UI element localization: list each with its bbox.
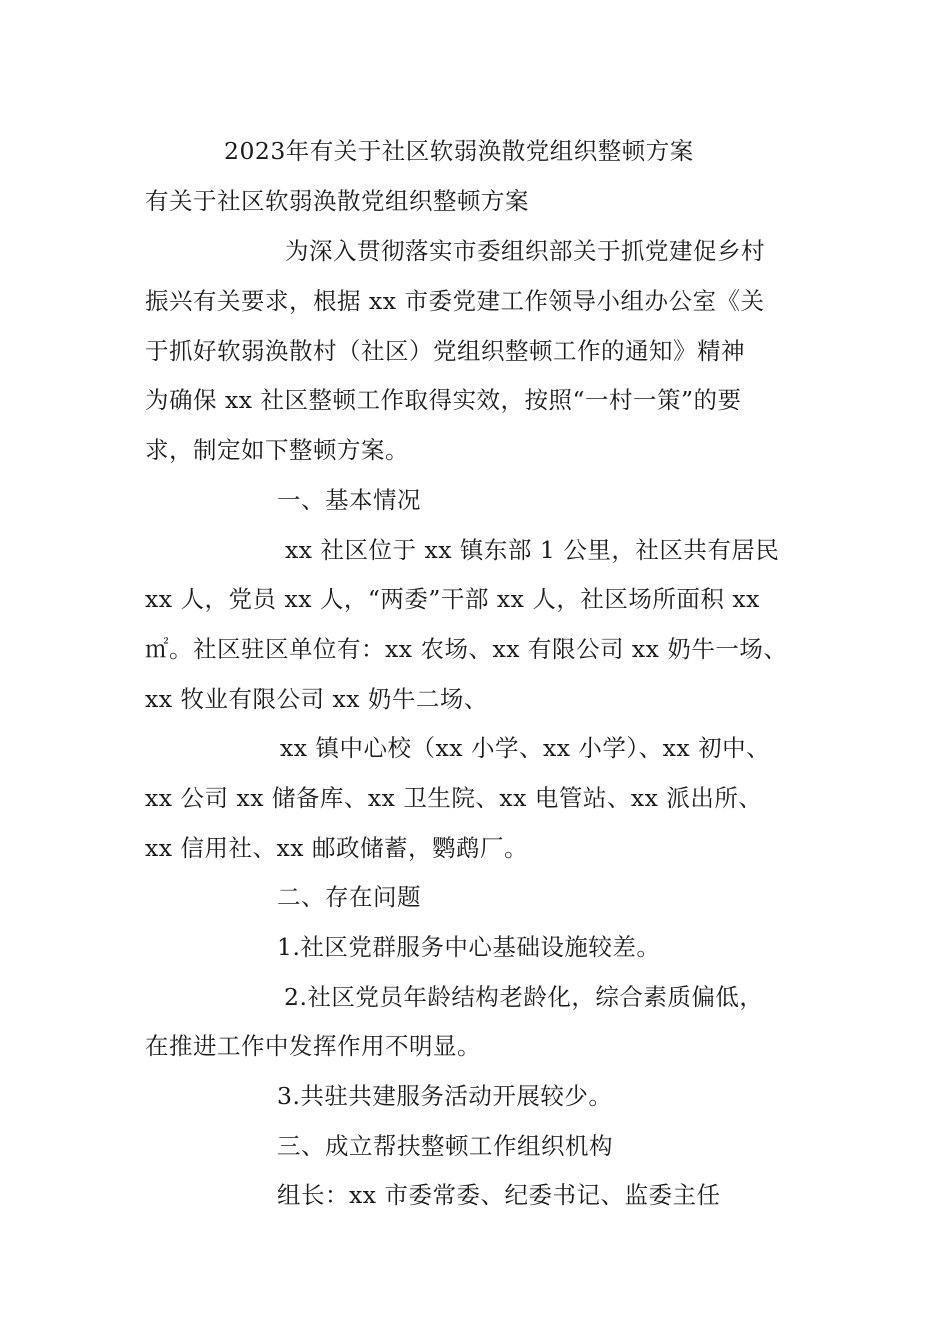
section-heading: 一、基本情况 — [277, 486, 421, 514]
document-title: 2023年有关于社区软弱涣散党组织整顿方案 — [224, 137, 694, 165]
paragraph-line: xx 牧业有限公司 xx 奶牛二场、 — [145, 685, 488, 713]
list-item: 1.社区党群服务中心基础设施较差。 — [277, 933, 661, 961]
paragraph-line: xx 信用社、xx 邮政储蓄，鹦鹉厂。 — [145, 834, 528, 862]
paragraph-line: 在推进工作中发挥作用不明显。 — [145, 1032, 481, 1060]
paragraph-line: xx 公司 xx 储备库、xx 卫生院、xx 电管站、xx 派出所、 — [145, 784, 763, 812]
document-subtitle: 有关于社区软弱涣散党组织整顿方案 — [145, 187, 529, 215]
paragraph-line: xx 社区位于 xx 镇东部 1 公里，社区共有居民 — [285, 536, 780, 564]
paragraph-line: 于抓好软弱涣散村（社区）党组织整顿工作的通知》精神 — [145, 337, 745, 365]
paragraph-line: 组长：xx 市委常委、纪委书记、监委主任 — [277, 1181, 721, 1209]
list-item: 3.共驻共建服务活动开展较少。 — [277, 1082, 613, 1110]
paragraph-line: xx 镇中心校（xx 小学、xx 小学）、xx 初中、 — [280, 734, 771, 762]
paragraph-line: ㎡。社区驻区单位有：xx 农场、xx 有限公司 xx 奶牛一场、 — [145, 635, 788, 663]
section-heading: 二、存在问题 — [277, 883, 421, 911]
list-item: 2.社区党员年龄结构老龄化，综合素质偏低， — [284, 983, 764, 1011]
paragraph-line: 为深入贯彻落实市委组织部关于抓党建促乡村 — [285, 237, 765, 265]
section-heading: 三、成立帮扶整顿工作组织机构 — [277, 1132, 613, 1160]
paragraph-line: 求，制定如下整顿方案。 — [145, 436, 409, 464]
paragraph-line: 振兴有关要求，根据 xx 市委党建工作领导小组办公室《关 — [145, 287, 765, 315]
paragraph-line: xx 人，党员 xx 人，“两委”干部 xx 人，社区场所面积 xx — [145, 585, 760, 613]
paragraph-line: 为确保 xx 社区整顿工作取得实效，按照“一村一策”的要 — [145, 386, 742, 414]
